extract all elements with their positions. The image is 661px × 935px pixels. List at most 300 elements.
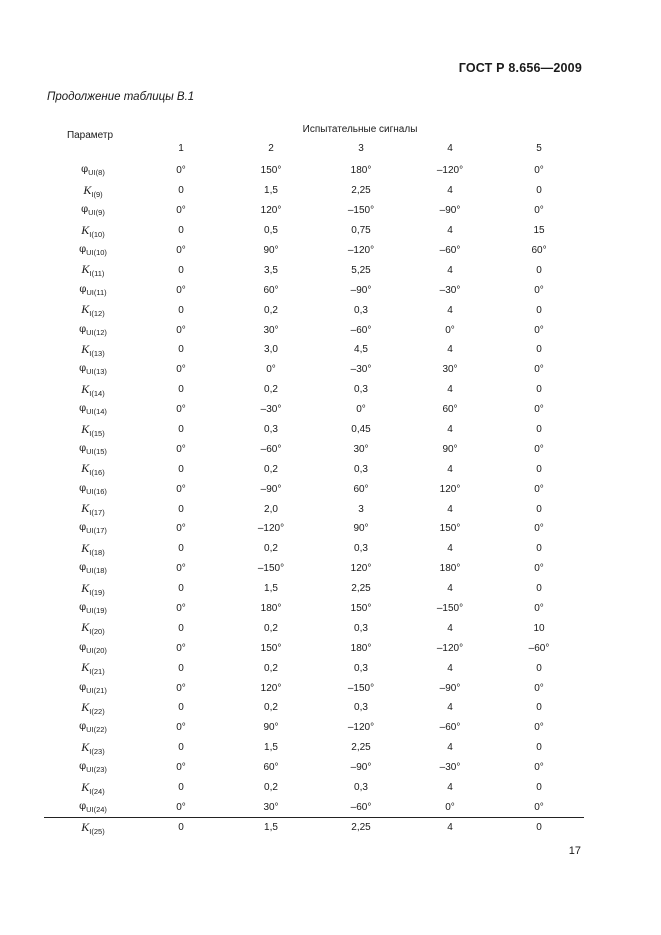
param-cell — [44, 758, 136, 778]
table-row — [44, 698, 584, 718]
table-row — [44, 738, 584, 758]
param-subscript: I(25) — [89, 826, 105, 836]
value-cell-2: –30° — [260, 404, 282, 416]
value-cell-1: 0° — [176, 324, 186, 336]
param-cell — [44, 638, 136, 658]
value-cell-2: 30° — [263, 801, 279, 813]
param-symbol: K — [81, 501, 90, 516]
value-cell-4: –30° — [439, 284, 461, 296]
table-row — [44, 221, 584, 241]
value-cell-3: 0,75 — [351, 225, 371, 237]
column-header-4: 4 — [447, 142, 453, 154]
table-row — [44, 579, 584, 599]
param-subscript: UI(22) — [86, 725, 107, 735]
value-cell-1: 0° — [176, 642, 186, 654]
value-cell-1: 0° — [176, 364, 186, 376]
value-cell-5: 0° — [534, 762, 544, 774]
value-cell-4: 4 — [447, 583, 453, 595]
value-cell-3: 2,25 — [351, 583, 371, 595]
value-cell-4: 4 — [447, 782, 453, 794]
value-cell-1: 0° — [176, 682, 186, 694]
value-cell-1: 0° — [176, 245, 186, 256]
value-cell-4: 120° — [439, 483, 461, 495]
table-row — [44, 599, 584, 619]
value-cell-3: 0° — [356, 404, 366, 416]
value-cell-5: 15 — [533, 225, 545, 237]
value-cell-3: –150° — [347, 205, 375, 217]
value-cell-5: 0 — [536, 782, 542, 794]
value-cell-2: 90° — [263, 722, 279, 734]
param-symbol: K — [81, 699, 90, 714]
value-cell-3: 150° — [350, 603, 372, 615]
value-cell-2: 1,5 — [264, 583, 278, 595]
param-cell — [44, 161, 136, 181]
param-symbol: K — [81, 739, 90, 754]
document-code: ГОСТ Р 8.656—2009 — [458, 61, 582, 75]
value-cell-5: 0 — [536, 424, 542, 436]
signals-table — [44, 112, 584, 837]
value-cell-3: 0,3 — [354, 304, 368, 316]
param-symbol: K — [81, 222, 90, 237]
value-cell-2: 2,0 — [264, 503, 278, 515]
param-cell — [44, 400, 136, 420]
param-cell — [44, 718, 136, 738]
value-cell-5: 0 — [536, 583, 542, 595]
value-cell-1: 0° — [176, 801, 186, 813]
value-cell-1: 0 — [178, 344, 184, 356]
param-symbol: φ — [79, 482, 87, 494]
column-header-2: 2 — [268, 142, 274, 154]
table-row — [44, 320, 584, 340]
value-cell-1: 0 — [178, 503, 184, 515]
param-cell — [44, 280, 136, 300]
value-cell-1: 0 — [178, 782, 184, 794]
param-symbol: K — [81, 540, 90, 555]
param-subscript: I(10) — [89, 229, 105, 239]
table-row — [44, 758, 584, 778]
value-cell-2: 3,5 — [264, 264, 278, 276]
value-cell-4: 150° — [439, 523, 461, 535]
value-cell-2: 3,0 — [264, 344, 278, 356]
table-row — [44, 718, 584, 738]
value-cell-4: 4 — [447, 424, 453, 436]
value-cell-5: –60° — [528, 642, 550, 654]
value-cell-4: –60° — [439, 722, 461, 734]
param-subscript: I(21) — [89, 667, 105, 677]
param-subscript: UI(9) — [88, 208, 105, 218]
param-cell — [44, 320, 136, 340]
param-cell — [44, 241, 136, 261]
value-cell-1: 0° — [176, 722, 186, 734]
value-cell-3: 0,3 — [354, 622, 368, 634]
value-cell-4: –120° — [436, 165, 464, 177]
value-cell-2: 0,2 — [264, 463, 278, 475]
param-symbol: φ — [79, 442, 87, 454]
param-cell — [44, 618, 136, 638]
value-cell-2: 60° — [263, 762, 279, 774]
param-symbol: K — [81, 819, 90, 834]
value-cell-2: 0,2 — [264, 662, 278, 674]
param-symbol: K — [81, 341, 90, 356]
value-cell-3: 2,25 — [351, 742, 371, 754]
value-cell-2: 0,2 — [264, 384, 278, 396]
value-cell-4: 4 — [447, 543, 453, 555]
param-symbol: K — [81, 381, 90, 396]
value-cell-5: 0 — [536, 185, 542, 197]
value-cell-1: 0 — [178, 424, 184, 436]
value-cell-5: 60° — [531, 245, 547, 256]
param-symbol: φ — [81, 204, 89, 216]
value-cell-3: 5,25 — [351, 264, 371, 276]
value-cell-5: 0 — [536, 503, 542, 515]
value-cell-2: 150° — [260, 165, 282, 177]
value-cell-1: 0° — [176, 762, 186, 774]
param-subscript: UI(23) — [86, 765, 107, 775]
table-row — [44, 459, 584, 479]
param-subscript: I(23) — [89, 746, 105, 756]
param-cell — [44, 360, 136, 380]
value-cell-3: –60° — [350, 324, 372, 336]
param-symbol: K — [81, 262, 90, 277]
value-cell-5: 0° — [534, 523, 544, 535]
param-subscript: UI(19) — [86, 606, 107, 616]
value-cell-5: 0 — [536, 662, 542, 674]
param-symbol: K — [81, 580, 90, 595]
value-cell-5: 0° — [534, 324, 544, 336]
param-subscript: I(16) — [89, 468, 105, 478]
value-cell-2: 1,5 — [226, 817, 316, 837]
table-row — [44, 678, 584, 698]
param-symbol: φ — [79, 403, 87, 415]
value-cell-1: 0° — [176, 483, 186, 495]
value-cell-5: 0° — [534, 801, 544, 813]
value-cell-1: 0 — [178, 702, 184, 714]
value-cell-4: 60° — [442, 404, 458, 416]
column-header-5: 5 — [536, 142, 542, 154]
param-cell — [44, 499, 136, 519]
table-row — [44, 519, 584, 539]
table-row — [44, 400, 584, 420]
table-body — [44, 161, 584, 837]
value-cell-2: 150° — [260, 642, 282, 654]
param-cell — [44, 201, 136, 221]
value-cell-5: 0° — [534, 364, 544, 376]
param-cell — [44, 479, 136, 499]
value-cell-3: –90° — [350, 284, 372, 296]
param-subscript: I(14) — [89, 388, 105, 398]
value-cell-4: –60° — [439, 245, 461, 256]
table-row — [44, 161, 584, 181]
group-column-header: Испытательные сигналы — [302, 124, 418, 135]
value-cell-3: 90° — [353, 523, 369, 535]
param-subscript: I(9) — [91, 189, 103, 199]
value-cell-1: 0 — [178, 225, 184, 237]
param-subscript: UI(20) — [86, 645, 107, 655]
value-cell-4: –150° — [436, 603, 464, 615]
value-cell-3: 2,25 — [316, 817, 406, 837]
value-cell-4: 4 — [447, 622, 453, 634]
value-cell-4: –90° — [439, 205, 461, 217]
param-cell — [44, 340, 136, 360]
param-cell — [44, 798, 136, 818]
param-cell — [44, 439, 136, 459]
param-symbol: φ — [79, 721, 87, 733]
value-cell-1: 0 — [178, 543, 184, 555]
value-cell-3: –150° — [347, 682, 375, 694]
param-subscript: I(18) — [89, 547, 105, 557]
value-cell-5: 0° — [534, 563, 544, 575]
table-row — [44, 340, 584, 360]
param-cell — [44, 519, 136, 539]
param-subscript: I(11) — [89, 269, 105, 279]
value-cell-1: 0 — [178, 662, 184, 674]
value-cell-5: 0 — [536, 543, 542, 555]
param-subscript: I(12) — [89, 309, 105, 319]
table-row — [44, 479, 584, 499]
value-cell-5: 0 — [536, 304, 542, 316]
signals-table-container — [44, 112, 584, 837]
param-symbol: K — [81, 461, 90, 476]
param-subscript: UI(8) — [88, 168, 105, 178]
param-cell — [44, 300, 136, 320]
value-cell-5: 0° — [534, 404, 544, 416]
value-cell-1: 0° — [176, 284, 186, 296]
param-cell — [44, 738, 136, 758]
param-symbol: φ — [81, 164, 89, 176]
value-cell-4: 4 — [447, 742, 453, 754]
value-cell-4: 4 — [447, 463, 453, 475]
value-cell-3: 3 — [358, 503, 364, 515]
value-cell-4: 4 — [447, 344, 453, 356]
value-cell-3: –90° — [350, 762, 372, 774]
param-cell — [44, 260, 136, 280]
value-cell-3: 0,3 — [354, 543, 368, 555]
param-cell — [44, 539, 136, 559]
value-cell-4: 4 — [447, 185, 453, 197]
param-cell — [44, 778, 136, 798]
value-cell-2: 0,2 — [264, 622, 278, 634]
value-cell-5: 0 — [536, 344, 542, 356]
value-cell-2: 0,5 — [264, 225, 278, 237]
param-cell — [44, 380, 136, 400]
table-row — [44, 778, 584, 798]
value-cell-1: 0 — [178, 622, 184, 634]
param-cell — [44, 459, 136, 479]
table-row — [44, 658, 584, 678]
value-cell-5: 0° — [534, 722, 544, 734]
param-symbol: φ — [79, 562, 87, 574]
value-cell-2: –150° — [257, 563, 285, 575]
value-cell-1: 0 — [178, 384, 184, 396]
value-cell-2: 90° — [263, 245, 279, 256]
param-cell — [44, 658, 136, 678]
param-cell — [44, 420, 136, 440]
table-row — [44, 539, 584, 559]
value-cell-5: 0° — [534, 682, 544, 694]
value-cell-3: 180° — [350, 165, 372, 177]
table-row — [44, 798, 584, 818]
table-row — [44, 260, 584, 280]
value-cell-3: 4,5 — [354, 344, 368, 356]
param-subscript: I(13) — [89, 348, 105, 358]
value-cell-4: 4 — [447, 384, 453, 396]
param-symbol: K — [81, 620, 90, 635]
column-header-3: 3 — [358, 142, 364, 154]
param-cell — [44, 817, 136, 837]
value-cell-4: 0° — [445, 324, 455, 336]
value-cell-5: 0 — [494, 817, 584, 837]
value-cell-2: 0° — [266, 364, 276, 376]
column-header-1: 1 — [178, 142, 184, 154]
value-cell-4: 0° — [445, 801, 455, 813]
value-cell-3: 180° — [350, 642, 372, 654]
param-subscript: UI(12) — [86, 327, 107, 337]
value-cell-4: –90° — [439, 682, 461, 694]
value-cell-3: 0,3 — [354, 384, 368, 396]
table-caption: Продолжение таблицы В.1 — [47, 91, 195, 103]
param-symbol: φ — [79, 283, 87, 295]
value-cell-1: 0 — [178, 185, 184, 197]
value-cell-3: 2,25 — [351, 185, 371, 197]
param-subscript: UI(24) — [86, 804, 107, 814]
param-subscript: I(22) — [89, 706, 105, 716]
value-cell-2: 0,2 — [264, 782, 278, 794]
param-subscript: UI(18) — [86, 566, 107, 576]
value-cell-1: 0 — [178, 583, 184, 595]
param-subscript: UI(15) — [86, 446, 107, 456]
param-subscript: UI(13) — [86, 367, 107, 377]
param-symbol: φ — [79, 681, 87, 693]
value-cell-5: 0° — [534, 284, 544, 296]
table-row — [44, 181, 584, 201]
table-row — [44, 380, 584, 400]
value-cell-5: 0 — [536, 463, 542, 475]
value-cell-4: 90° — [442, 443, 458, 455]
param-symbol: φ — [79, 641, 87, 653]
value-cell-4: –120° — [436, 642, 464, 654]
value-cell-2: –60° — [260, 443, 282, 455]
value-cell-5: 0 — [536, 264, 542, 276]
value-cell-3: –30° — [350, 364, 372, 376]
value-cell-5: 0° — [534, 443, 544, 455]
value-cell-2: 0,3 — [264, 424, 278, 436]
table-row — [44, 618, 584, 638]
value-cell-3: 30° — [353, 443, 369, 455]
param-symbol: K — [81, 779, 90, 794]
param-symbol: φ — [79, 761, 87, 773]
value-cell-3: –120° — [347, 245, 375, 256]
param-symbol: φ — [79, 800, 87, 812]
table-row — [44, 638, 584, 658]
param-column-header: Параметр — [66, 130, 114, 141]
param-subscript: I(24) — [89, 786, 105, 796]
param-subscript: UI(17) — [86, 526, 107, 536]
value-cell-1: 0 — [178, 742, 184, 754]
value-cell-3: –120° — [347, 722, 375, 734]
param-subscript: I(15) — [89, 428, 105, 438]
value-cell-2: 0,2 — [264, 702, 278, 714]
value-cell-5: 0 — [536, 384, 542, 396]
value-cell-1: 0 — [178, 304, 184, 316]
param-subscript: UI(10) — [86, 248, 107, 257]
table-row — [44, 360, 584, 380]
param-subscript: I(20) — [89, 627, 105, 637]
param-subscript: I(19) — [89, 587, 105, 597]
value-cell-2: –120° — [257, 523, 285, 535]
value-cell-4: –30° — [439, 762, 461, 774]
param-subscript: UI(11) — [86, 287, 107, 297]
value-cell-1: 0° — [176, 523, 186, 535]
value-cell-5: 0° — [534, 483, 544, 495]
value-cell-4: 4 — [447, 662, 453, 674]
value-cell-3: 60° — [353, 483, 369, 495]
value-cell-4: 4 — [447, 503, 453, 515]
value-cell-1: 0 — [178, 264, 184, 276]
value-cell-2: –90° — [260, 483, 282, 495]
value-cell-1: 0° — [176, 443, 186, 455]
value-cell-3: 0,3 — [354, 463, 368, 475]
value-cell-2: 1,5 — [264, 742, 278, 754]
param-symbol: φ — [79, 244, 87, 255]
value-cell-5: 0° — [534, 165, 544, 177]
value-cell-4: 30° — [442, 364, 458, 376]
param-cell — [44, 599, 136, 619]
value-cell-5: 10 — [533, 622, 545, 634]
table-row — [44, 241, 584, 261]
value-cell-5: 0 — [536, 742, 542, 754]
param-cell — [44, 579, 136, 599]
value-cell-3: 0,3 — [354, 782, 368, 794]
value-cell-4: 4 — [447, 304, 453, 316]
param-symbol: K — [81, 660, 90, 675]
param-subscript: UI(14) — [86, 407, 107, 417]
param-cell — [44, 221, 136, 241]
param-cell — [44, 678, 136, 698]
value-cell-1: 0° — [176, 205, 186, 217]
value-cell-2: 60° — [263, 284, 279, 296]
param-symbol: φ — [79, 363, 87, 375]
value-cell-4: 4 — [447, 225, 453, 237]
param-symbol: φ — [79, 323, 87, 335]
value-cell-5: 0° — [534, 205, 544, 217]
value-cell-4: 4 — [447, 702, 453, 714]
table-row — [44, 420, 584, 440]
param-symbol: φ — [79, 522, 87, 534]
param-subscript: UI(21) — [86, 685, 107, 695]
param-subscript: UI(16) — [86, 486, 107, 496]
table-row — [44, 817, 584, 837]
table-row — [44, 499, 584, 519]
value-cell-1: 0° — [176, 563, 186, 575]
value-cell-3: –60° — [350, 801, 372, 813]
table-row — [44, 300, 584, 320]
param-cell — [44, 698, 136, 718]
value-cell-4: 180° — [439, 563, 461, 575]
value-cell-2: 0,2 — [264, 543, 278, 555]
param-symbol: φ — [79, 602, 87, 614]
page-number: 17 — [568, 845, 581, 857]
value-cell-3: 0,3 — [354, 702, 368, 714]
value-cell-5: 0° — [534, 603, 544, 615]
value-cell-3: 120° — [350, 563, 372, 575]
value-cell-1: 0 — [136, 817, 226, 837]
value-cell-2: 0,2 — [264, 304, 278, 316]
value-cell-1: 0° — [176, 603, 186, 615]
value-cell-2: 120° — [260, 682, 282, 694]
value-cell-2: 120° — [260, 205, 282, 217]
value-cell-2: 30° — [263, 324, 279, 336]
table-row — [44, 559, 584, 579]
